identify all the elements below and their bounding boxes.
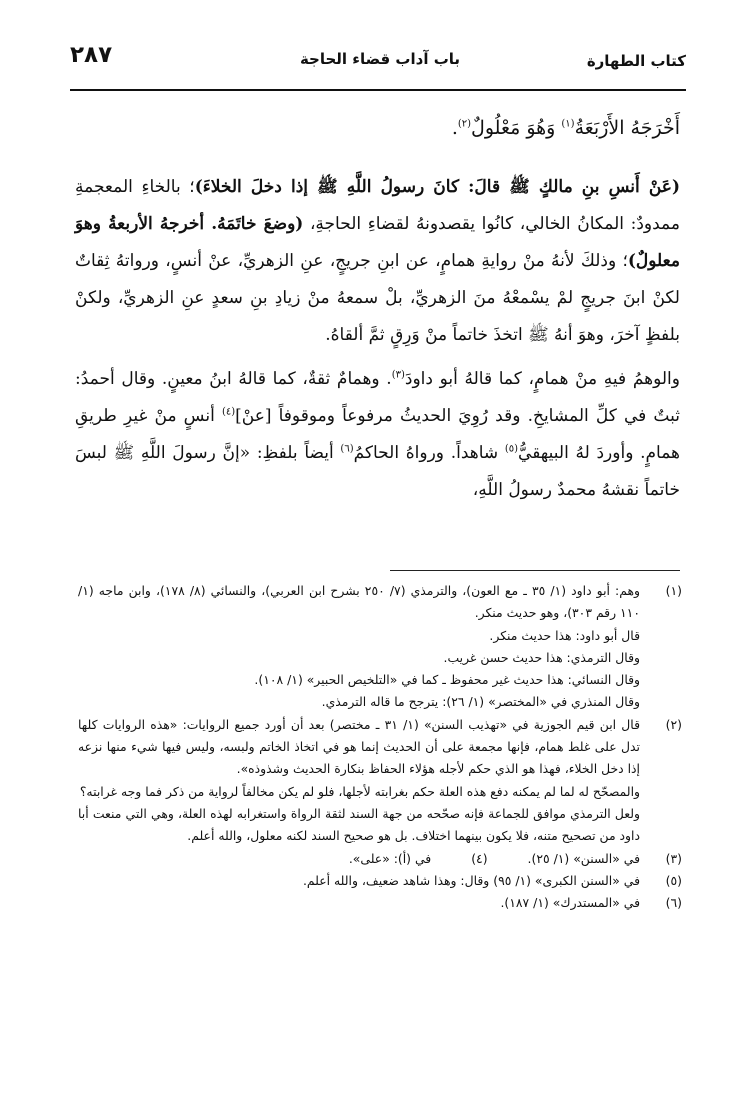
footnote-line: في «السنن الكبرى» (١/ ٩٥) وقال: وهذا شاهد ضعيف، والله أعلم. <box>302 872 640 888</box>
footnote-2 <box>78 714 682 848</box>
main-text <box>75 110 680 516</box>
footnote-ref-6[interactable]: (٦) <box>340 443 354 455</box>
footnote-line: وقال المنذري في «المختصر» (١/ ٢٦): يترجح ما قاله الترمذي. <box>321 694 640 710</box>
text-segment: أَخْرَجَهُ الأَرْبَعَةُ <box>574 117 680 139</box>
text-segment: . <box>451 117 458 139</box>
footnote-line: والمصحّح له لما لم يمكنه دفع هذه العلة حكم بغرابته لأجلها، فلو لم يكن مخالفاً لرواية من ذكر فما وجه غرابته؟ <box>79 783 640 799</box>
header-divider <box>70 89 686 91</box>
footnote-number: (٣) <box>665 850 682 866</box>
footnote-5 <box>78 870 682 892</box>
footnote-3-4 <box>78 848 682 870</box>
footnote-number: (١) <box>665 583 682 598</box>
footnote-body <box>78 714 640 848</box>
page-header <box>70 40 686 86</box>
footnote-body <box>78 892 640 914</box>
chapter-title: باب آداب قضاء الحاجة <box>299 50 461 68</box>
footnote-ref-1[interactable]: (١) <box>561 118 575 130</box>
footnotes <box>78 580 682 914</box>
footnote-divider <box>390 570 680 571</box>
footnote-ref-2[interactable]: (٢) <box>457 118 472 130</box>
footnote-line: وهم: أبو داود (١/ ٣٥ ـ مع العون)، والترمذي (٧/ ٢٥٠ بشرح ابن العربي)، والنسائي (٨/ ١٧٨)، وابن ماجه (١/ ١١٠ رقم ٣٠٣)، وهو حديث منكر. <box>78 583 640 621</box>
footnote-line: ولعل الترمذي موافق للجماعة فإنه صحّحه من جهة السند لثقة الرواة واستغرابه لهذه العلة، وهي التي منعت أبا داود من تصحيح متنه، فلا يكون بينهما اختلاف. بل هو صحيح السند لكنه معلول، والله أعلم. <box>78 805 640 844</box>
footnote-body <box>78 580 640 714</box>
footnote-line: قال ابن قيم الجوزية في «تهذيب السنن» (١/ ٣١ ـ مختصر) بعد أن أورد جميع الروايات: «هذه الروايات كلها تدل على غلط همام، فإنها مجمعة على أن الحديث إنما هو في اتخاذ الخاتم ولبسه، وليس فيها شيء منها نزعه إذا دخل الخلاء، فهذا هو الذي حكم لأجله هؤلاء الحفاظ بنكارة الحديث وشذوذه». <box>78 716 640 777</box>
footnote-number: (٤) <box>471 850 488 866</box>
footnote-text: في (أ): «على». <box>348 850 432 866</box>
footnote-ref-5[interactable]: (٥) <box>504 443 519 455</box>
book-title: كتاب الطهارة <box>586 52 686 70</box>
footnote-6 <box>78 892 682 914</box>
footnote-number: (٥) <box>665 872 682 888</box>
commentary-text: ؛ وذلكَ لأنهُ منْ روايةِ همامٍ، عن ابنِ جريجٍ، عنِ الزهريِّ، عنْ أنسٍ، ورواتهُ ثِقاتٌ لكنْ ابنَ جريجٍ لمْ يسْمعْهُ منَ الزهريِّ، بلْ سمعهُ منْ زيادِ بنِ سعدٍ عنِ الزهريِّ، ولكنْ بلفظٍ آخرَ، وهوَ أنهُ ﷺ اتخذَ خاتماً منْ وَرِقٍ ثمَّ ألقاهُ. <box>75 251 680 345</box>
footnote-line: وقال الترمذي: هذا حديث حسن غريب. <box>443 649 640 665</box>
footnote-ref-3[interactable]: (٣) <box>391 369 405 381</box>
hadith-verse-line <box>75 110 680 147</box>
hadith-quote: (وضعَ خاتَمَهُ. أخرجهُ الأربعةُ وهوَ معلولٌ) <box>75 214 680 271</box>
commentary-text: ؛ بالخاءِ المعجمةِ ممدودٌ: المكانُ الخالي، كانُوا يقصدونهُ لقضاءِ الحاجةِ، <box>75 177 680 234</box>
hadith-quote: (عَنْ أَنسِ بنِ مالكٍ ﷺ قالَ: كانَ رسولُ اللَّهِ ﷺ إذا دخلَ الخلاءَ) <box>194 177 680 197</box>
commentary-text: والوهمُ فيهِ منْ همامٍ، كما قالهُ أبو داودَ <box>404 369 680 389</box>
footnote-line: قال أبو داود: هذا حديث منكر. <box>489 627 640 643</box>
commentary-paragraph-2 <box>75 361 680 509</box>
commentary-text: شاهداً. ورواهُ الحاكمُ <box>353 443 505 463</box>
commentary-paragraph-1 <box>75 169 680 354</box>
page-number: ٢٨٧ <box>70 42 113 68</box>
footnote-line: وقال النسائي: هذا حديث غير محفوظ ـ كما في «التلخيص الحبير» (١/ ١٠٨). <box>254 672 640 688</box>
footnote-text: في «السنن» (١/ ٢٥). <box>527 850 640 866</box>
text-segment: وَهُوَ مَعْلُولٌ <box>471 117 562 139</box>
commentary-text: . وهمامٌ ثقةٌ، كما قالهُ ابنُ معينٍ. وقال أحمدُ: ثبتٌ في كلِّ المشايخِ. وقد رُوِيَ الحديثُ مرفوعاً وموقوفاً [عنْ] <box>75 369 680 426</box>
footnote-line: في «المستدرك» (١/ ١٨٧). <box>500 895 640 911</box>
footnote-1 <box>78 580 682 714</box>
footnote-body <box>78 848 640 870</box>
footnote-ref-4[interactable]: (٤) <box>221 406 236 418</box>
footnote-body <box>78 870 640 892</box>
footnote-number: (٢) <box>665 716 682 732</box>
commentary-text: أيضاً بلفظِ: «إنَّ رسولَ اللَّهِ ﷺ لبسَ خاتماً نقشهُ محمدٌ رسولُ اللَّهِ، <box>75 443 680 500</box>
commentary-text: أنسٍ منْ غيرِ طريقِ همامٍ. وأوردَ لهُ البيهقيُّ <box>75 406 680 463</box>
footnote-number: (٦) <box>665 895 682 911</box>
